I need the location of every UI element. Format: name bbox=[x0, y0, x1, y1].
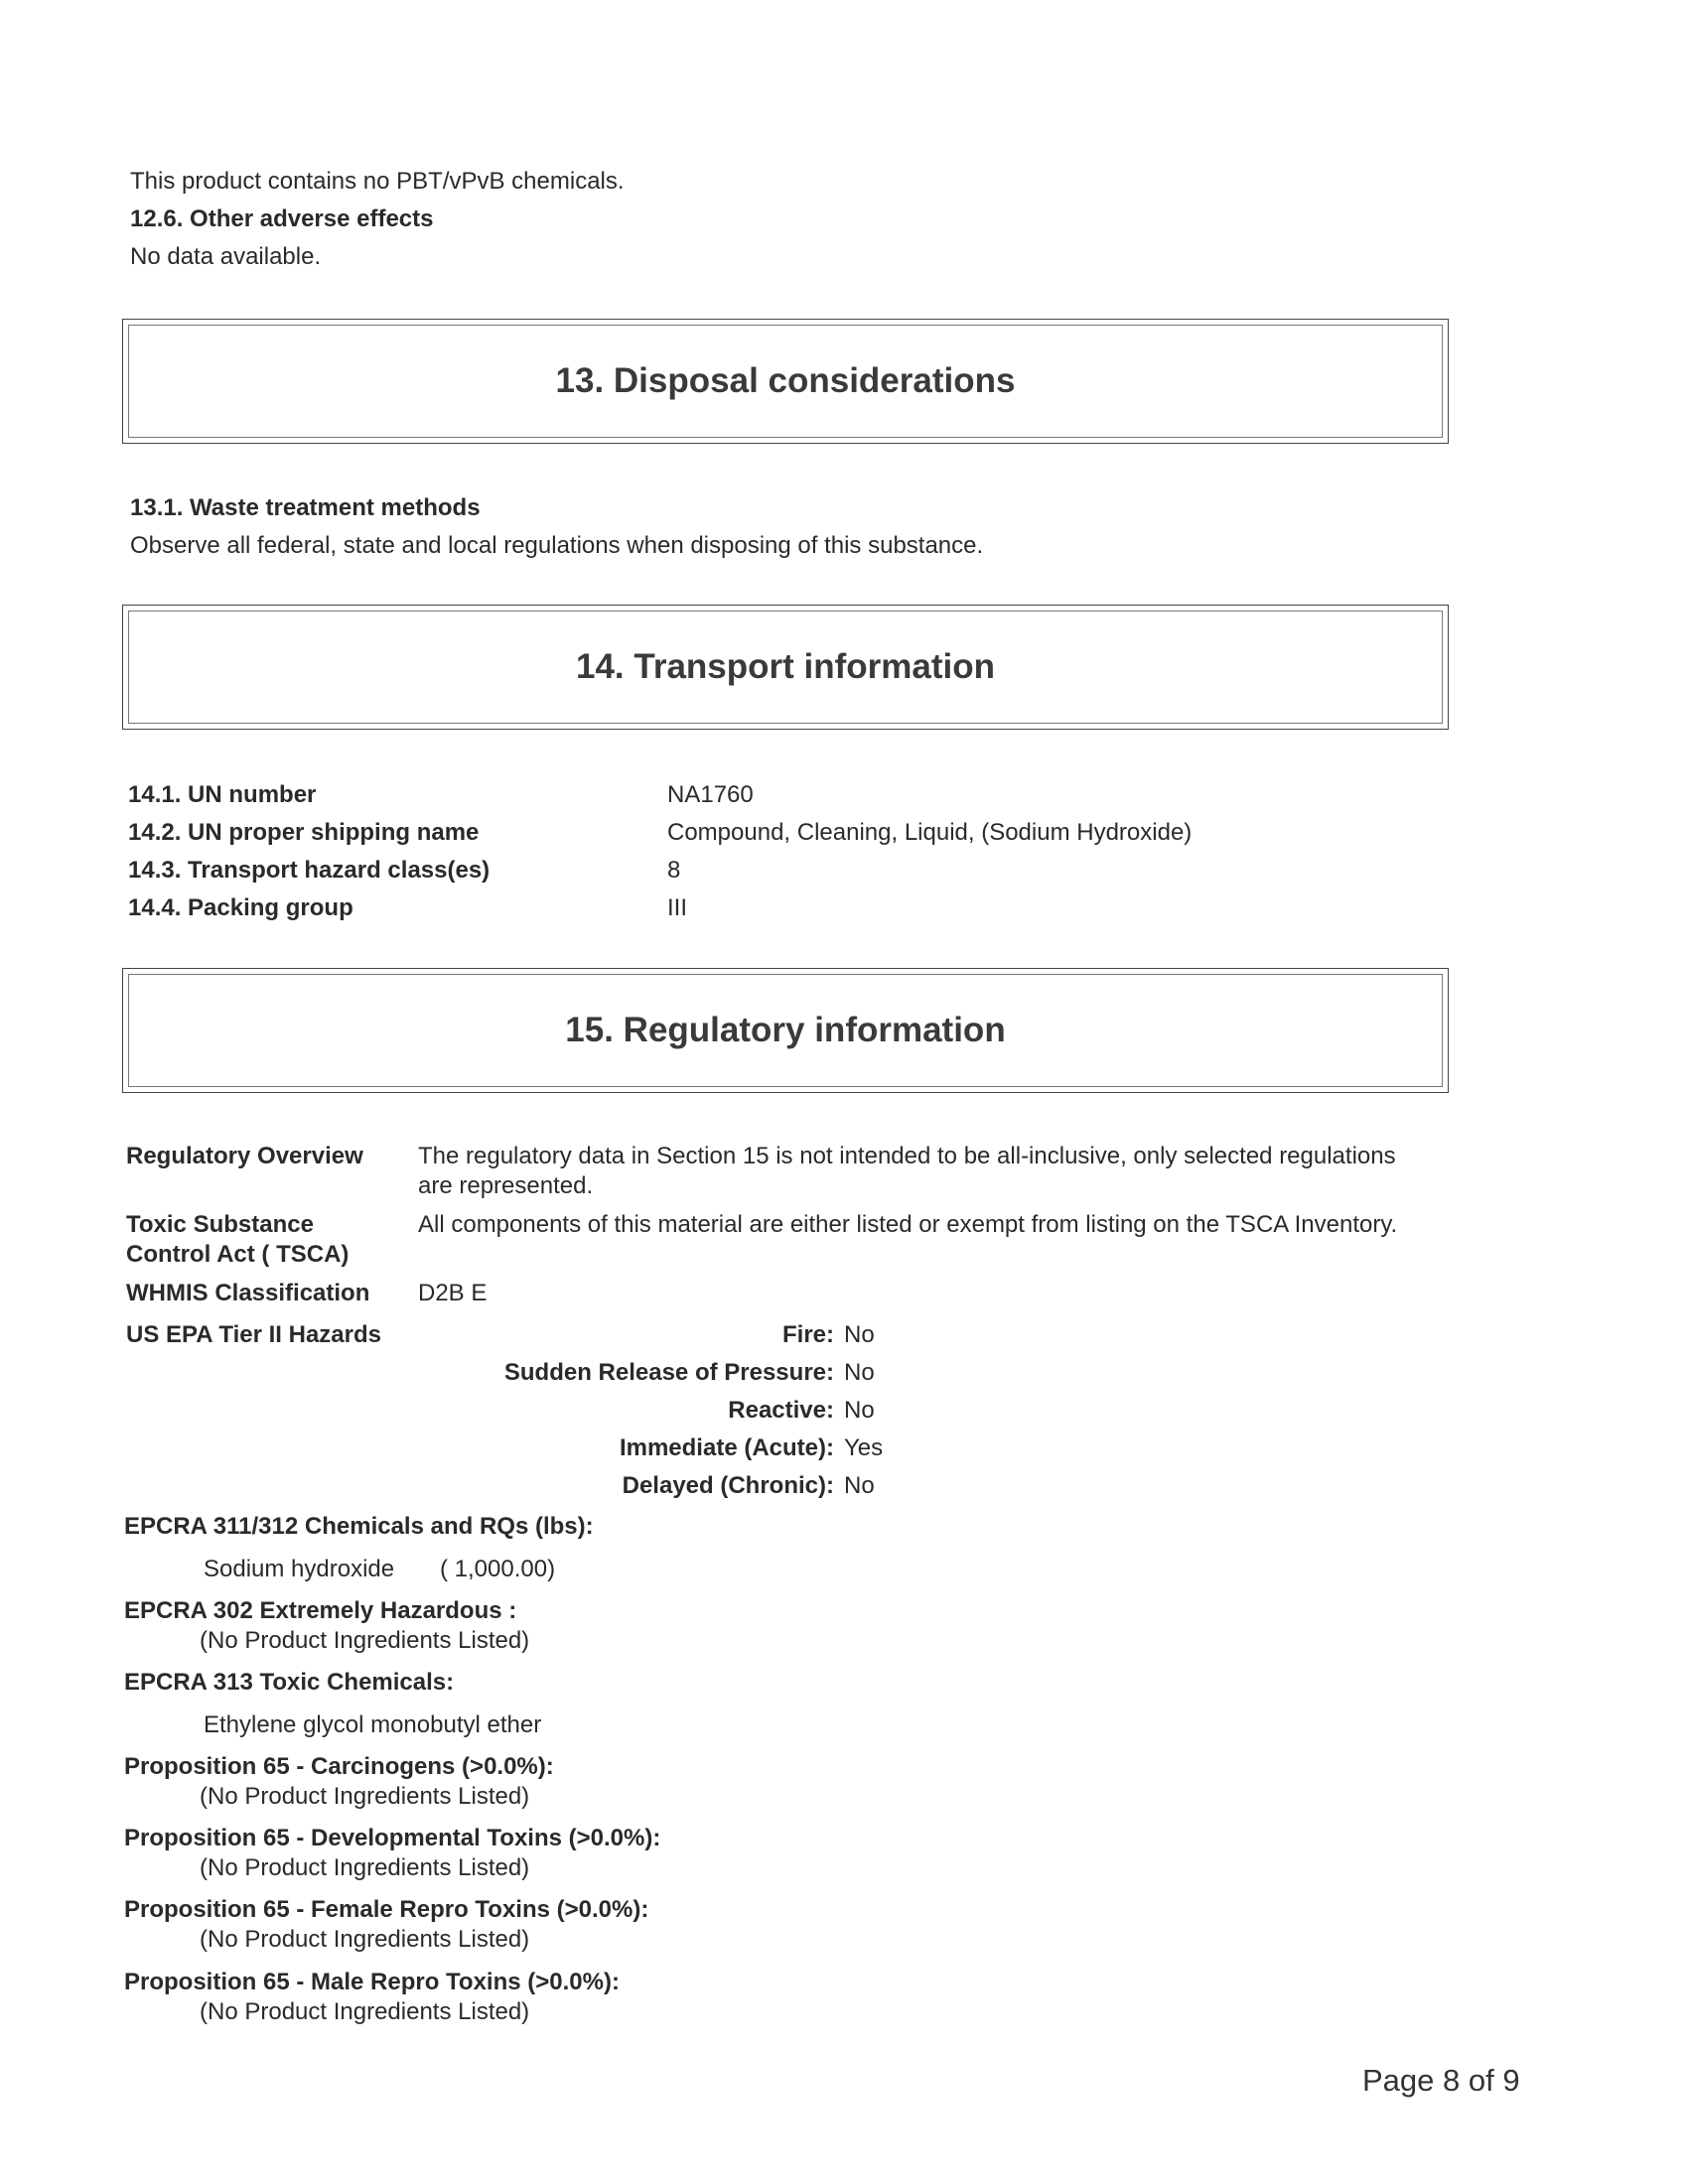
regulatory-overview-text-line2: are represented. bbox=[418, 1172, 594, 1199]
whmis-label: WHMIS Classification bbox=[126, 1280, 370, 1306]
prop65-developmental-heading: Proposition 65 - Developmental Toxins (>0.0%): bbox=[124, 1825, 661, 1851]
transport-value: Compound, Cleaning, Liquid, (Sodium Hydroxide) bbox=[667, 819, 1193, 846]
epcra-302-heading: EPCRA 302 Extremely Hazardous : bbox=[124, 1597, 517, 1624]
prop65-female-repro-text: (No Product Ingredients Listed) bbox=[200, 1926, 530, 1953]
prop65-carcinogens-heading: Proposition 65 - Carcinogens (>0.0%): bbox=[124, 1753, 554, 1780]
regulatory-overview-text-line1: The regulatory data in Section 15 is not intended to be all-inclusive, only selected regulations bbox=[418, 1143, 1396, 1169]
tier2-hazard-label: Delayed (Chronic): bbox=[622, 1472, 834, 1499]
pbt-statement: This product contains no PBT/vPvB chemicals. bbox=[130, 168, 625, 195]
transport-value: 8 bbox=[667, 857, 681, 884]
tsca-label-line2: Control Act ( TSCA) bbox=[126, 1241, 350, 1268]
tier2-hazard-value: No bbox=[844, 1359, 875, 1386]
epcra-313-heading: EPCRA 313 Toxic Chemicals: bbox=[124, 1669, 455, 1696]
prop65-developmental-text: (No Product Ingredients Listed) bbox=[200, 1854, 530, 1881]
transport-label: 14.3. Transport hazard class(es) bbox=[128, 857, 491, 884]
prop65-male-repro-heading: Proposition 65 - Male Repro Toxins (>0.0%): bbox=[124, 1969, 620, 1995]
epcra-311-heading: EPCRA 311/312 Chemicals and RQs (lbs): bbox=[124, 1513, 594, 1540]
section-15-header-box bbox=[122, 968, 1449, 1093]
waste-treatment-text: Observe all federal, state and local regulations when disposing of this substance. bbox=[130, 532, 984, 559]
transport-label: 14.4. Packing group bbox=[128, 894, 353, 921]
transport-label: 14.2. UN proper shipping name bbox=[128, 819, 480, 846]
prop65-carcinogens-text: (No Product Ingredients Listed) bbox=[200, 1783, 530, 1810]
transport-label: 14.1. UN number bbox=[128, 781, 317, 808]
tsca-label-line1: Toxic Substance bbox=[126, 1211, 314, 1238]
tier2-hazard-label: Immediate (Acute): bbox=[619, 1434, 834, 1461]
prop65-male-repro-text: (No Product Ingredients Listed) bbox=[200, 1998, 530, 2025]
prop65-female-repro-heading: Proposition 65 - Female Repro Toxins (>0.0%): bbox=[124, 1896, 649, 1923]
epcra-311-chemical: Sodium hydroxide bbox=[204, 1556, 395, 1582]
epcra-302-text: (No Product Ingredients Listed) bbox=[200, 1627, 530, 1654]
tier2-hazard-label: Reactive: bbox=[728, 1397, 834, 1424]
epcra-311-rq: ( 1,000.00) bbox=[440, 1556, 556, 1582]
section-13-title: 13. Disposal considerations bbox=[555, 361, 1016, 400]
page-number: Page 8 of 9 bbox=[1362, 2063, 1520, 2098]
tier2-hazard-label: Fire: bbox=[781, 1321, 834, 1348]
other-adverse-effects-heading: 12.6. Other adverse effects bbox=[130, 205, 434, 232]
other-adverse-effects-text: No data available. bbox=[130, 243, 322, 270]
tier2-hazard-label: Sudden Release of Pressure: bbox=[503, 1359, 834, 1386]
waste-treatment-heading: 13.1. Waste treatment methods bbox=[130, 494, 481, 521]
whmis-value: D2B E bbox=[418, 1280, 488, 1306]
tier2-hazard-value: Yes bbox=[844, 1434, 884, 1461]
tier2-hazard-value: No bbox=[844, 1472, 875, 1499]
regulatory-overview-label: Regulatory Overview bbox=[126, 1143, 363, 1169]
tsca-text: All components of this material are either listed or exempt from listing on the TSCA Inventory. bbox=[418, 1211, 1398, 1238]
transport-value: NA1760 bbox=[667, 781, 754, 808]
section-15-title: 15. Regulatory information bbox=[565, 1011, 1006, 1049]
section-13-header-box bbox=[122, 319, 1449, 444]
tier2-hazard-value: No bbox=[844, 1321, 875, 1348]
transport-value: III bbox=[667, 894, 688, 921]
tier2-hazard-value: No bbox=[844, 1397, 875, 1424]
epcra-313-chemical: Ethylene glycol monobutyl ether bbox=[204, 1711, 542, 1738]
tier2-label: US EPA Tier II Hazards bbox=[126, 1321, 381, 1348]
section-14-header-box bbox=[122, 605, 1449, 730]
section-14-title: 14. Transport information bbox=[576, 647, 995, 686]
